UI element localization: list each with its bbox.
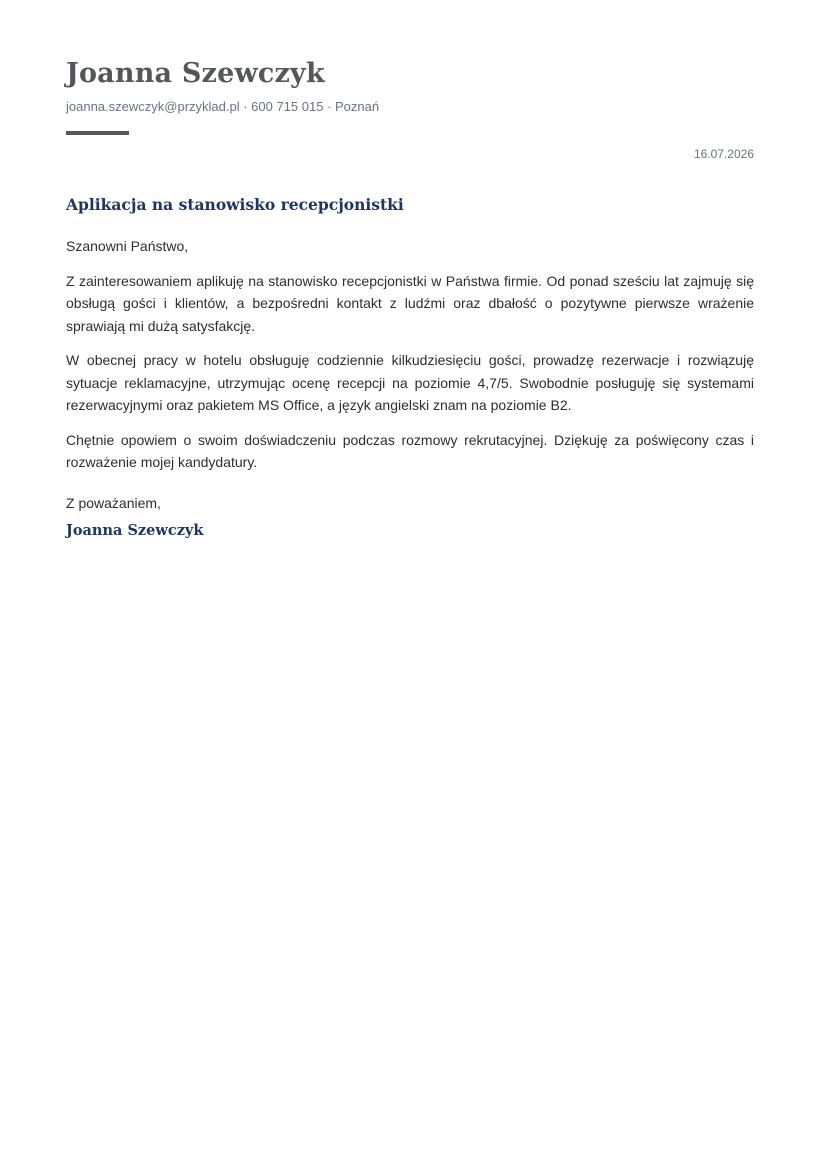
letter-body xyxy=(66,235,754,486)
paragraph-experience: W obecnej pracy w hotelu obsługuję codziennie kilkudziesięciu gości, prowadzę rezerwacje i rozwiązuję sytuacje reklamacyjne, utrzymując ocenę recepcji na poziomie 4,7/5. Swobodnie posługuję się systemami rezerwacyjnymi oraz pakietem MS Office, a język angielski znam na poziomie B2. xyxy=(66,352,754,413)
salutation: Szanowni Państwo, xyxy=(66,238,189,254)
contact-info: joanna.szewczyk@przyklad.pl · 600 715 015 · Poznań xyxy=(66,99,380,114)
closing-phrase: Z poważaniem, xyxy=(66,495,161,511)
paragraph-closing: Chętnie opowiem o swoim doświadczeniu podczas rozmowy rekrutacyjnej. Dziękuję za poświęcony czas i rozważenie mojej kandydatury. xyxy=(66,431,754,470)
paragraph-intro: Z zainteresowaniem aplikuję na stanowisko recepcjonistki w Państwa firmie. Od ponad sześciu lat zajmuję się obsługą gości i klientów, a bezpośredni kontakt z ludźmi oraz dbałość o pozytywne pierwsze wrażenie sprawiają mi dużą satysfakcję. xyxy=(66,272,754,334)
signature: Joanna Szewczyk xyxy=(66,522,204,539)
letter-date: 16.07.2026 xyxy=(693,147,754,161)
applicant-name: Joanna Szewczyk xyxy=(66,58,325,89)
letter-subject: Aplikacja na stanowisko recepcjonistki xyxy=(66,195,404,214)
header-divider xyxy=(66,131,129,135)
